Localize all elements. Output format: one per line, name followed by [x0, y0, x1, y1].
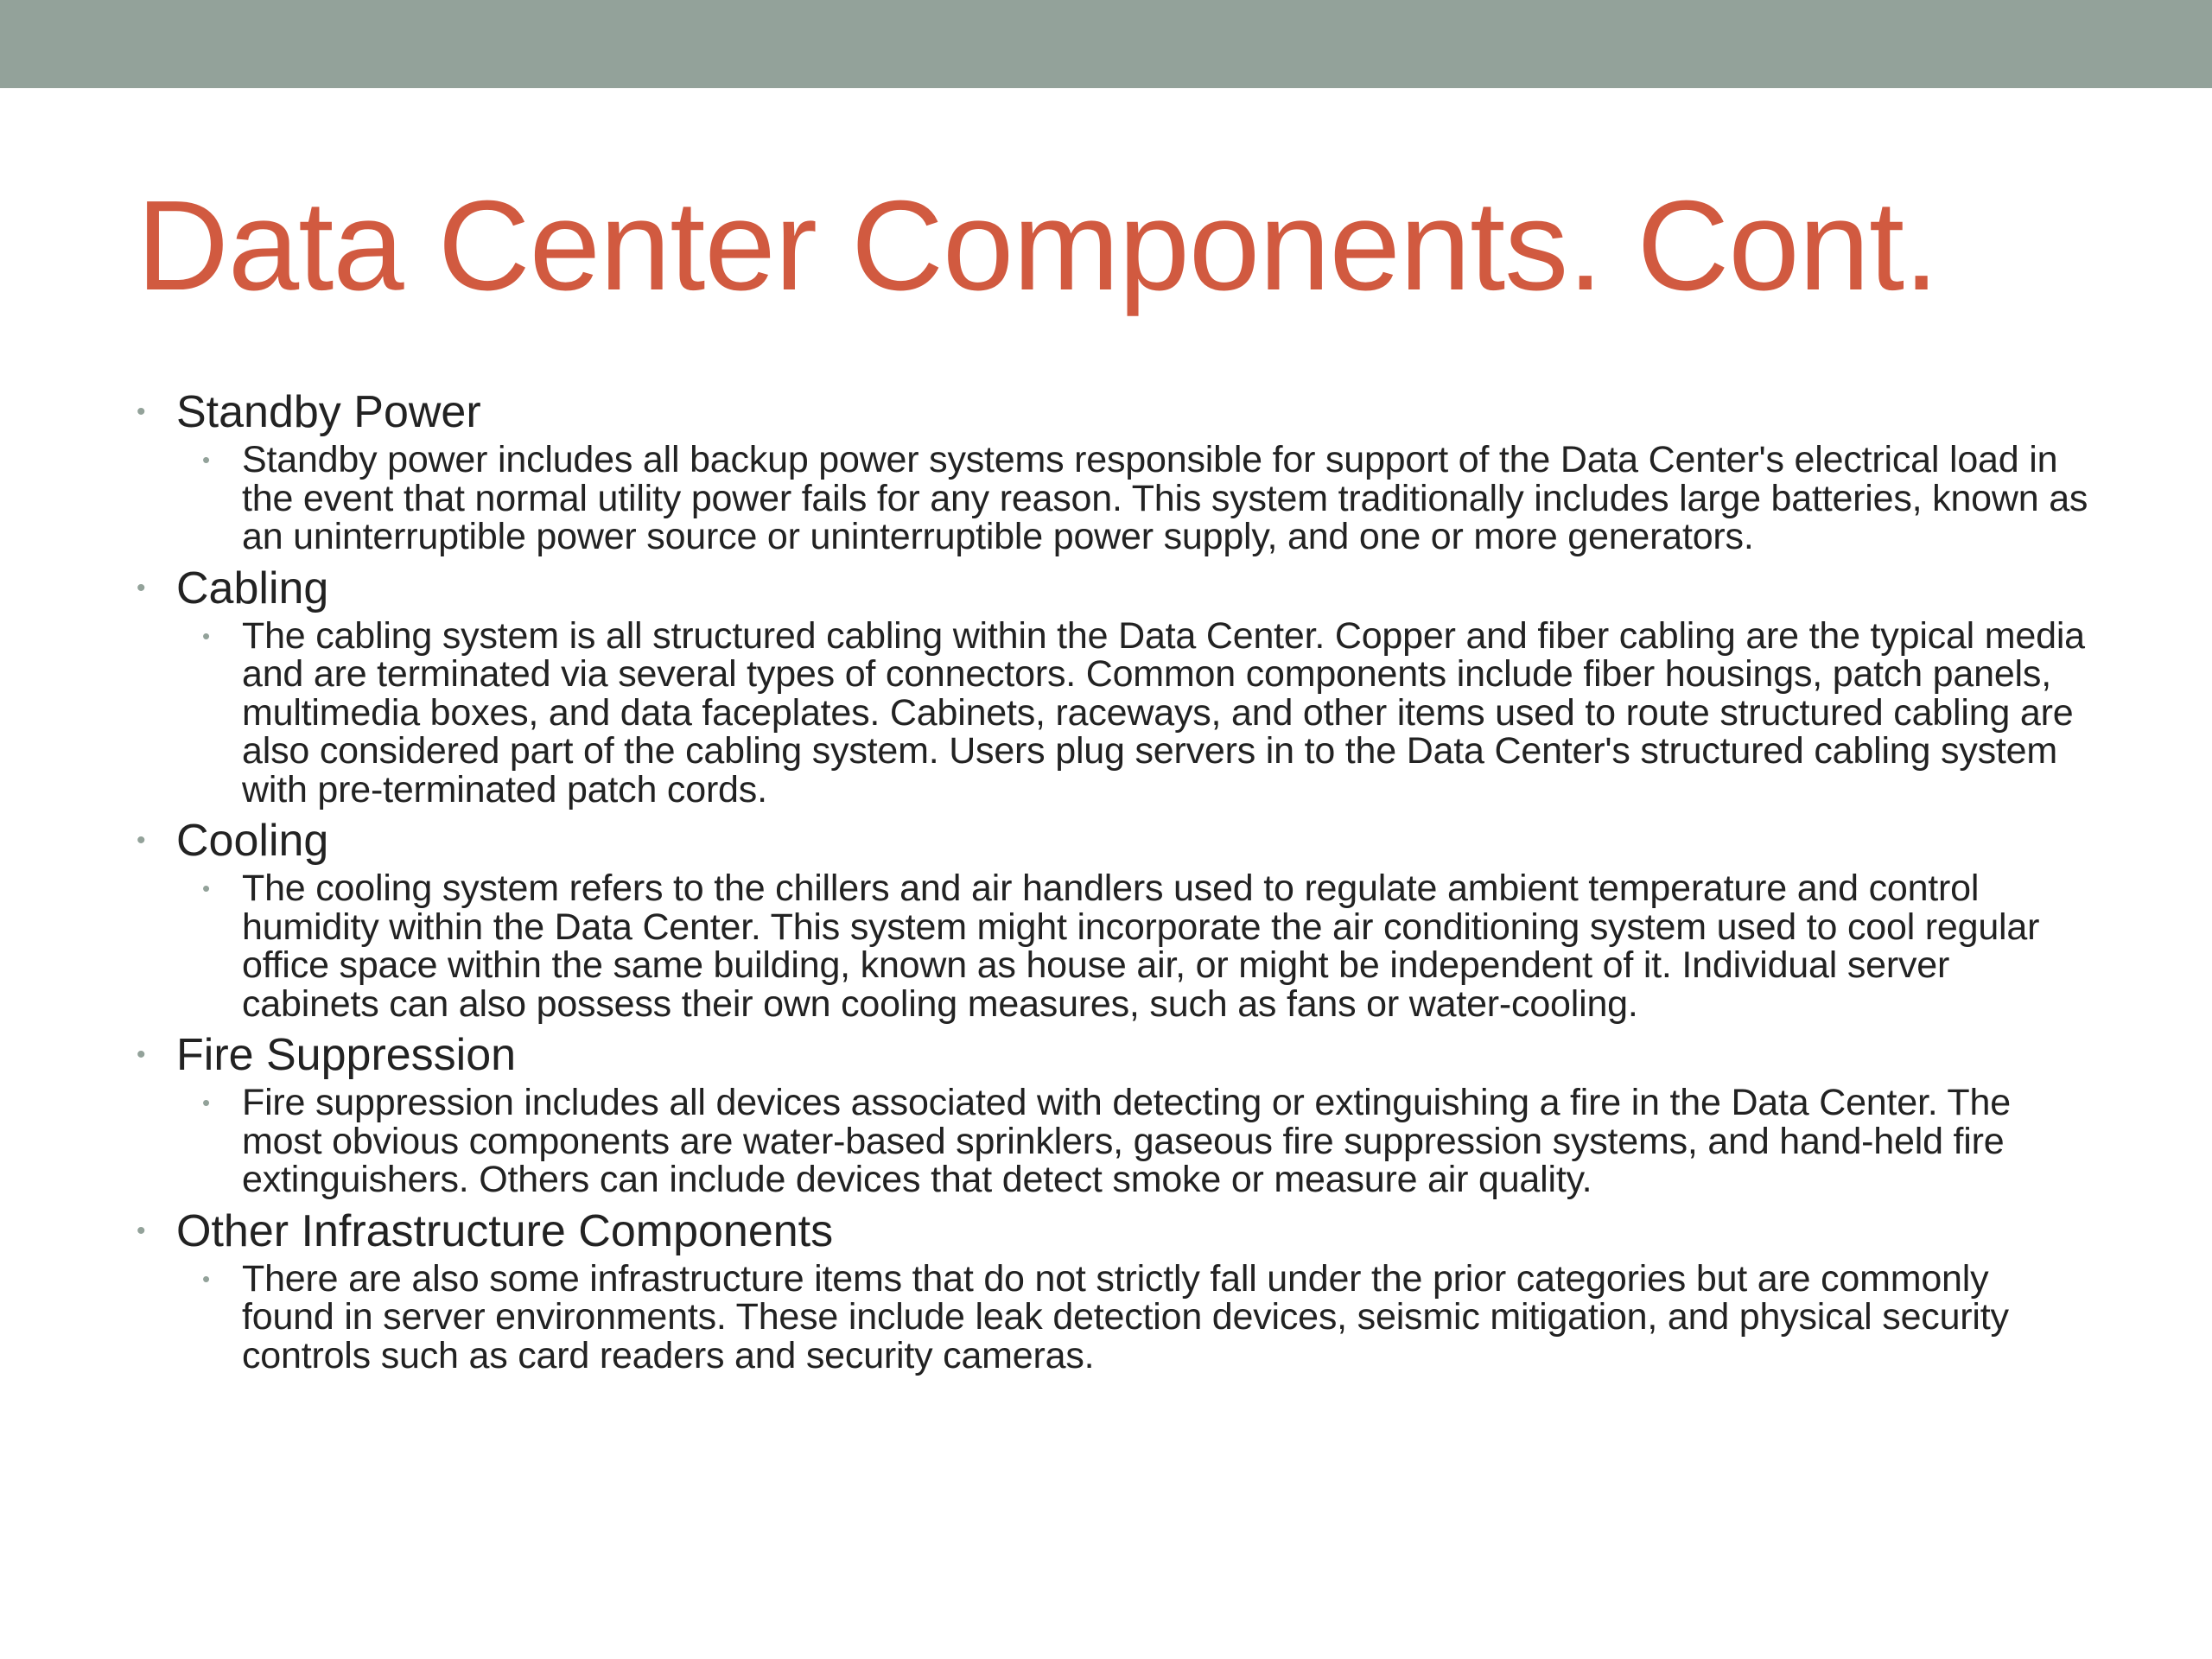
bullet-dot-icon: • — [202, 447, 211, 473]
sub-bullet-row — [202, 614, 2089, 810]
heading-row — [137, 384, 2089, 441]
heading-row — [137, 560, 2089, 617]
heading-row — [137, 1027, 2089, 1084]
section-heading: Other Infrastructure Components — [176, 1205, 834, 1256]
section-body: The cooling system refers to the chillers and air handlers used to regulate ambient temperature and control humidity within the Data Center. This system might incorporate the air conditioning system used to cool regular office space within the same building, known as house air, or might be independent of it. Individual server cabinets can also possess their own cooling measures, such as fans or water-cooling. — [242, 868, 2040, 1025]
section-heading: Cabling — [176, 563, 329, 613]
heading-row — [137, 812, 2089, 869]
section-cabling — [137, 560, 2089, 810]
slide-title: Data Center Components. Cont. — [137, 175, 1939, 317]
section-heading: Fire Suppression — [176, 1030, 517, 1080]
bullet-dot-icon: • — [137, 1216, 146, 1245]
bullet-dot-icon: • — [202, 875, 211, 901]
sub-bullet-row — [202, 1084, 2089, 1199]
section-body: Standby power includes all backup power systems responsible for support of the Data Center's electrical load in the event that normal utility power fails for any reason. This system traditionally includes large batteries, known as an uninterruptible power source or uninterruptible power supply, and one or more generators. — [242, 439, 2088, 557]
section-body: Fire suppression includes all devices associated with detecting or extinguishing a fire in the Data Center. The most obvious components are water-based sprinklers, gaseous fire suppression systems, and hand-held fire extinguishers. Others can include devices that detect smoke or measure air quality. — [242, 1082, 2011, 1200]
section-standby-power — [137, 384, 2089, 556]
section-heading: Standby Power — [176, 387, 481, 437]
bullet-dot-icon: • — [202, 622, 211, 649]
sub-bullet-row — [202, 1257, 2089, 1376]
section-fire-suppression — [137, 1027, 2089, 1199]
bullet-dot-icon: • — [137, 826, 146, 855]
bullet-dot-icon: • — [137, 1040, 146, 1069]
top-accent-band — [0, 0, 2212, 88]
section-other-infrastructure — [137, 1203, 2089, 1376]
section-cooling — [137, 812, 2089, 1023]
sub-bullet-row — [202, 869, 2089, 1023]
bullet-dot-icon: • — [137, 397, 146, 426]
bullet-dot-icon: • — [202, 1265, 211, 1292]
section-body: The cabling system is all structured cabling within the Data Center. Copper and fiber cabling are the typical media and are terminated via several types of connectors. Common components include fiber housings, patch panels, multimedia boxes, and data faceplates. Cabinets, raceways, and other items used to route structured cabling are also considered part of the cabling system. Users plug servers in to the Data Center's structured cabling system with pre-terminated patch cords. — [242, 614, 2085, 810]
heading-row — [137, 1203, 2089, 1260]
bullet-dot-icon: • — [202, 1090, 211, 1116]
section-heading: Cooling — [176, 816, 329, 866]
section-body: There are also some infrastructure items that do not strictly fall under the prior categories but are commonly found in server environments. These include leak detection devices, seismic mitigation, and physical security controls such as card readers and security cameras. — [242, 1257, 2009, 1376]
bullet-list — [137, 384, 2089, 1378]
bullet-dot-icon: • — [137, 573, 146, 602]
sub-bullet-row — [202, 441, 2089, 556]
